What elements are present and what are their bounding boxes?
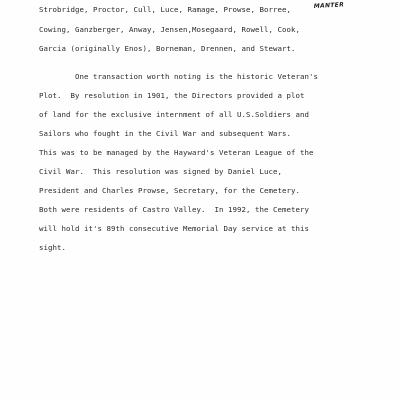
paragraph-2-line-1: One transaction worth noting is the historic Veteran's: [75, 72, 318, 81]
paragraph-2-line-3: of land for the exclusive internment of all U.S.Soldiers and: [39, 110, 309, 119]
paragraph-2-line-4: Sailors who fought in the Civil War and subsequent Wars.: [39, 129, 291, 138]
paragraph-2-line-9: will hold it's 89th consecutive Memorial Day service at this: [39, 224, 309, 233]
paragraph-2-line-5: This was to be managed by the Hayward's Veteran League of the: [39, 148, 314, 157]
paragraph-2-line-10: sight.: [39, 243, 66, 252]
paragraph-2-line-6: Civil War. This resolution was signed by Daniel Luce,: [39, 167, 282, 176]
paragraph-2-line-8: Both were residents of Castro Valley. In 1992, the Cemetery: [39, 205, 309, 214]
handwritten-insertion: MANTER: [313, 1, 345, 10]
paragraph-2-line-2: Plot. By resolution in 1901, the Directors provided a plot: [39, 91, 305, 100]
paragraph-2-line-7: President and Charles Prowse, Secretary, for the Cemetery.: [39, 186, 300, 195]
paragraph-1-line-3: Garcia (originally Enos), Borneman, Drennen, and Stewart.: [39, 44, 296, 53]
paragraph-1-line-2: Cowing, Ganzberger, Anway, Jensen,Mosegaard, Rowell, Cook,: [39, 25, 300, 34]
paragraph-1-line-1: Strobridge, Proctor, Cull, Luce, Ramage, Prowse, Borree,: [39, 5, 291, 14]
